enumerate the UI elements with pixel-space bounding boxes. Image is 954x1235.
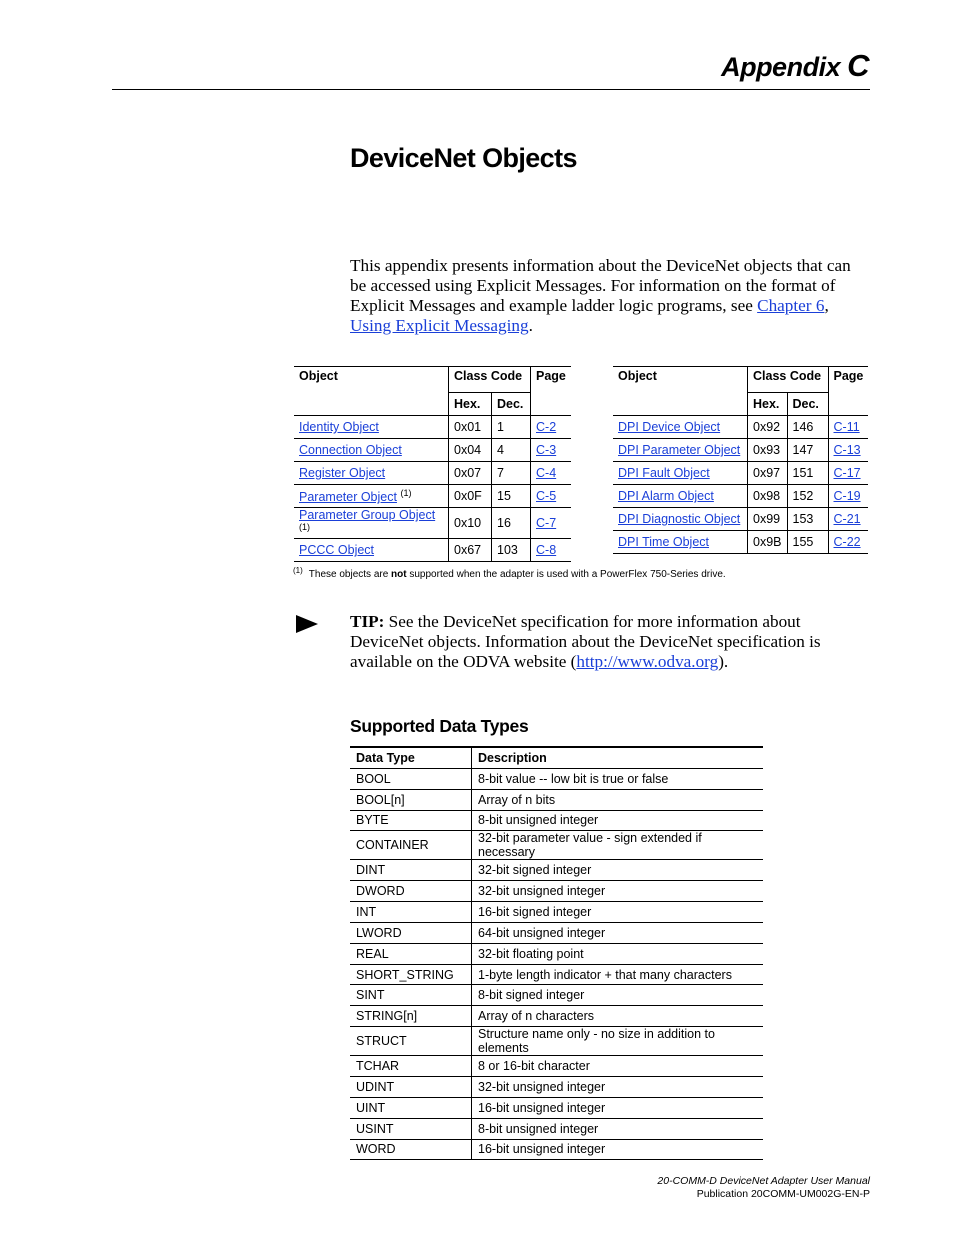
- page-cell: [828, 508, 868, 531]
- description-cell: 32-bit floating point: [472, 943, 764, 964]
- data-type-row: [350, 1118, 763, 1139]
- page-link[interactable]: C-2: [536, 420, 557, 434]
- col-page: Page: [828, 367, 868, 393]
- object-name-cell: [294, 416, 449, 439]
- object-row: [294, 485, 571, 508]
- data-type-cell: UINT: [350, 1097, 472, 1118]
- col-page: Page: [531, 367, 571, 393]
- data-type-cell: WORD: [350, 1139, 472, 1160]
- page-cell: [828, 439, 868, 462]
- data-type-cell: UDINT: [350, 1076, 472, 1097]
- data-types-table: [350, 746, 763, 1160]
- description-cell: 8-bit unsigned integer: [472, 1118, 764, 1139]
- data-type-row: [350, 943, 763, 964]
- dec-cell: 7: [492, 462, 531, 485]
- object-link[interactable]: DPI Alarm Object: [618, 489, 714, 503]
- data-type-row: [350, 922, 763, 943]
- col-class-code: Class Code: [449, 367, 531, 393]
- page-link[interactable]: C-3: [536, 443, 557, 457]
- hex-cell: 0x67: [449, 539, 492, 562]
- appendix-letter: C: [847, 48, 869, 83]
- data-type-row: [350, 964, 763, 985]
- object-row: [613, 462, 868, 485]
- data-type-row: [350, 902, 763, 923]
- data-type-row: [350, 1076, 763, 1097]
- object-link[interactable]: DPI Device Object: [618, 420, 721, 434]
- page-link[interactable]: C-7: [536, 516, 557, 530]
- hex-cell: 0x10: [449, 508, 492, 539]
- col-data-type: Data Type: [350, 747, 472, 768]
- data-type-cell: SHORT_STRING: [350, 964, 472, 985]
- data-type-row: [350, 831, 763, 860]
- hex-cell: 0x92: [748, 416, 788, 439]
- page-link[interactable]: C-4: [536, 466, 557, 480]
- footnote: [293, 566, 726, 580]
- tip-paragraph: [350, 612, 850, 672]
- object-row: [613, 531, 868, 554]
- tip-label: TIP:: [350, 612, 385, 631]
- page-footer: [657, 1175, 870, 1201]
- object-name-cell: [613, 439, 748, 462]
- page-cell: [531, 485, 571, 508]
- dec-cell: 147: [787, 439, 828, 462]
- data-type-row: [350, 1056, 763, 1077]
- description-cell: 32-bit unsigned integer: [472, 1076, 764, 1097]
- data-type-cell: STRUCT: [350, 1027, 472, 1056]
- footnote-ref: (1): [299, 522, 310, 532]
- data-type-cell: STRING[n]: [350, 1006, 472, 1027]
- object-name-cell: [613, 416, 748, 439]
- page-cell: [531, 508, 571, 539]
- dec-cell: 1: [492, 416, 531, 439]
- data-type-row: [350, 810, 763, 831]
- page-cell: [531, 439, 571, 462]
- object-name-cell: [613, 508, 748, 531]
- page-link[interactable]: C-19: [833, 489, 861, 503]
- data-type-cell: SINT: [350, 985, 472, 1006]
- dec-cell: 4: [492, 439, 531, 462]
- page-cell: [531, 416, 571, 439]
- data-type-cell: DINT: [350, 860, 472, 881]
- object-row: [294, 539, 571, 562]
- description-cell: Array of n bits: [472, 789, 764, 810]
- footnote-text-end: supported when the adapter is used with a PowerFlex 750-Series drive.: [406, 569, 726, 580]
- data-type-cell: USINT: [350, 1118, 472, 1139]
- object-link[interactable]: Parameter Object: [299, 490, 397, 504]
- data-type-row: [350, 1097, 763, 1118]
- col-class-code: Class Code: [748, 367, 829, 393]
- object-row: [294, 462, 571, 485]
- hex-cell: 0x93: [748, 439, 788, 462]
- object-link[interactable]: DPI Time Object: [618, 535, 709, 549]
- footnote-mark: (1): [293, 566, 303, 575]
- object-row: [294, 508, 571, 539]
- object-link[interactable]: PCCC Object: [299, 543, 375, 557]
- object-row: [294, 439, 571, 462]
- data-type-cell: REAL: [350, 943, 472, 964]
- data-type-cell: BOOL[n]: [350, 789, 472, 810]
- description-cell: 8-bit unsigned integer: [472, 810, 764, 831]
- section-heading: Supported Data Types: [350, 716, 529, 736]
- description-cell: 32-bit unsigned integer: [472, 881, 764, 902]
- object-name-cell: [294, 485, 449, 508]
- object-row: [613, 416, 868, 439]
- dec-cell: 146: [787, 416, 828, 439]
- page-cell: [828, 531, 868, 554]
- hex-cell: 0x0F: [449, 485, 492, 508]
- objects-table-left: [294, 366, 571, 562]
- col-description: Description: [472, 747, 764, 768]
- hex-cell: 0x98: [748, 485, 788, 508]
- data-type-row: [350, 985, 763, 1006]
- col-object: Object: [613, 367, 748, 393]
- page-link[interactable]: C-22: [833, 535, 861, 549]
- hex-cell: 0x9B: [748, 531, 788, 554]
- appendix-word: Appendix: [721, 52, 841, 82]
- description-cell: 8-bit signed integer: [472, 985, 764, 1006]
- footnote-text: These objects are: [308, 569, 392, 580]
- data-type-cell: INT: [350, 902, 472, 923]
- description-cell: 16-bit unsigned integer: [472, 1139, 764, 1160]
- col-object: Object: [294, 367, 449, 393]
- object-name-cell: [613, 485, 748, 508]
- object-link[interactable]: DPI Parameter Object: [618, 443, 741, 457]
- data-type-row: [350, 1006, 763, 1027]
- object-name-cell: [294, 508, 449, 539]
- object-link[interactable]: DPI Fault Object: [618, 466, 710, 480]
- object-link[interactable]: DPI Diagnostic Object: [618, 512, 741, 526]
- odva-link[interactable]: http://www.odva.org: [576, 652, 719, 671]
- data-type-row: [350, 860, 763, 881]
- footnote-bold: not: [391, 569, 407, 580]
- description-cell: 16-bit unsigned integer: [472, 1097, 764, 1118]
- dec-cell: 153: [787, 508, 828, 531]
- tip-end: ).: [718, 652, 729, 671]
- object-row: [613, 439, 868, 462]
- description-cell: 1-byte length indicator + that many characters: [472, 964, 764, 985]
- data-type-row: [350, 789, 763, 810]
- footnote-ref: (1): [400, 488, 412, 498]
- description-cell: 8 or 16-bit character: [472, 1056, 764, 1077]
- intro-text: This appendix presents information about the DeviceNet objects that can be accessed using Explicit Messages. For information on the format of Explicit Messages and example ladder logic programs, see: [350, 256, 851, 315]
- object-row: [613, 485, 868, 508]
- object-name-cell: [294, 439, 449, 462]
- object-name-cell: [294, 462, 449, 485]
- description-cell: 16-bit signed integer: [472, 902, 764, 923]
- page-link[interactable]: C-11: [833, 420, 860, 434]
- page-link[interactable]: C-17: [833, 466, 861, 480]
- object-row: [613, 508, 868, 531]
- hex-cell: 0x99: [748, 508, 788, 531]
- tip-arrow-icon: [295, 614, 319, 634]
- page-link[interactable]: C-5: [536, 489, 557, 503]
- col-dec: Dec.: [492, 393, 531, 416]
- hex-cell: 0x04: [449, 439, 492, 462]
- page-cell: [828, 416, 868, 439]
- object-name-cell: [613, 462, 748, 485]
- data-type-cell: LWORD: [350, 922, 472, 943]
- object-link[interactable]: Connection Object: [299, 443, 402, 457]
- intro-separator: ,: [824, 296, 829, 315]
- data-type-cell: BOOL: [350, 768, 472, 789]
- object-row: [294, 416, 571, 439]
- col-hex: Hex.: [449, 393, 492, 416]
- col-dec: Dec.: [787, 393, 828, 416]
- col-hex: Hex.: [748, 393, 788, 416]
- page-cell: [828, 485, 868, 508]
- dec-cell: 103: [492, 539, 531, 562]
- using-explicit-messaging-link[interactable]: Using Explicit Messaging: [350, 316, 529, 335]
- data-type-row: [350, 1027, 763, 1056]
- footer-publication: Publication 20COMM-UM002G-EN-P: [696, 1188, 870, 1200]
- data-type-cell: TCHAR: [350, 1056, 472, 1077]
- object-link[interactable]: Register Object: [299, 466, 386, 480]
- hex-cell: 0x01: [449, 416, 492, 439]
- page-cell: [828, 462, 868, 485]
- object-name-cell: [613, 531, 748, 554]
- object-name-cell: [294, 539, 449, 562]
- intro-paragraph: [350, 256, 870, 336]
- description-cell: Array of n characters: [472, 1006, 764, 1027]
- objects-table-right: [613, 366, 868, 554]
- dec-cell: 155: [787, 531, 828, 554]
- data-type-row: [350, 881, 763, 902]
- page-link[interactable]: C-8: [536, 543, 557, 557]
- data-type-cell: BYTE: [350, 810, 472, 831]
- data-type-row: [350, 768, 763, 789]
- dec-cell: 16: [492, 508, 531, 539]
- footer-manual-title: 20-COMM-D DeviceNet Adapter User Manual: [657, 1175, 870, 1187]
- intro-end: .: [528, 316, 533, 335]
- chapter-6-link[interactable]: Chapter 6: [757, 296, 825, 315]
- page-link[interactable]: C-13: [833, 443, 861, 457]
- object-link[interactable]: Parameter Group Object: [299, 508, 436, 522]
- header-rule: [112, 89, 870, 90]
- page-cell: [531, 462, 571, 485]
- hex-cell: 0x97: [748, 462, 788, 485]
- hex-cell: 0x07: [449, 462, 492, 485]
- description-cell: Structure name only - no size in addition to elements: [472, 1027, 764, 1056]
- tip-text: See the DeviceNet specification for more information about DeviceNet objects. Information about the DeviceNet specification is available on the ODVA website (: [350, 612, 821, 671]
- description-cell: 8-bit value -- low bit is true or false: [472, 768, 764, 789]
- dec-cell: 15: [492, 485, 531, 508]
- description-cell: 32-bit signed integer: [472, 860, 764, 881]
- description-cell: 32-bit parameter value - sign extended if necessary: [472, 831, 764, 860]
- description-cell: 64-bit unsigned integer: [472, 922, 764, 943]
- dec-cell: 152: [787, 485, 828, 508]
- page-cell: [531, 539, 571, 562]
- data-type-cell: DWORD: [350, 881, 472, 902]
- data-type-row: [350, 1139, 763, 1160]
- appendix-header: [721, 48, 869, 84]
- data-type-cell: CONTAINER: [350, 831, 472, 860]
- page-link[interactable]: C-21: [833, 512, 861, 526]
- page-title: DeviceNet Objects: [350, 143, 577, 173]
- dec-cell: 151: [787, 462, 828, 485]
- object-link[interactable]: Identity Object: [299, 420, 379, 434]
